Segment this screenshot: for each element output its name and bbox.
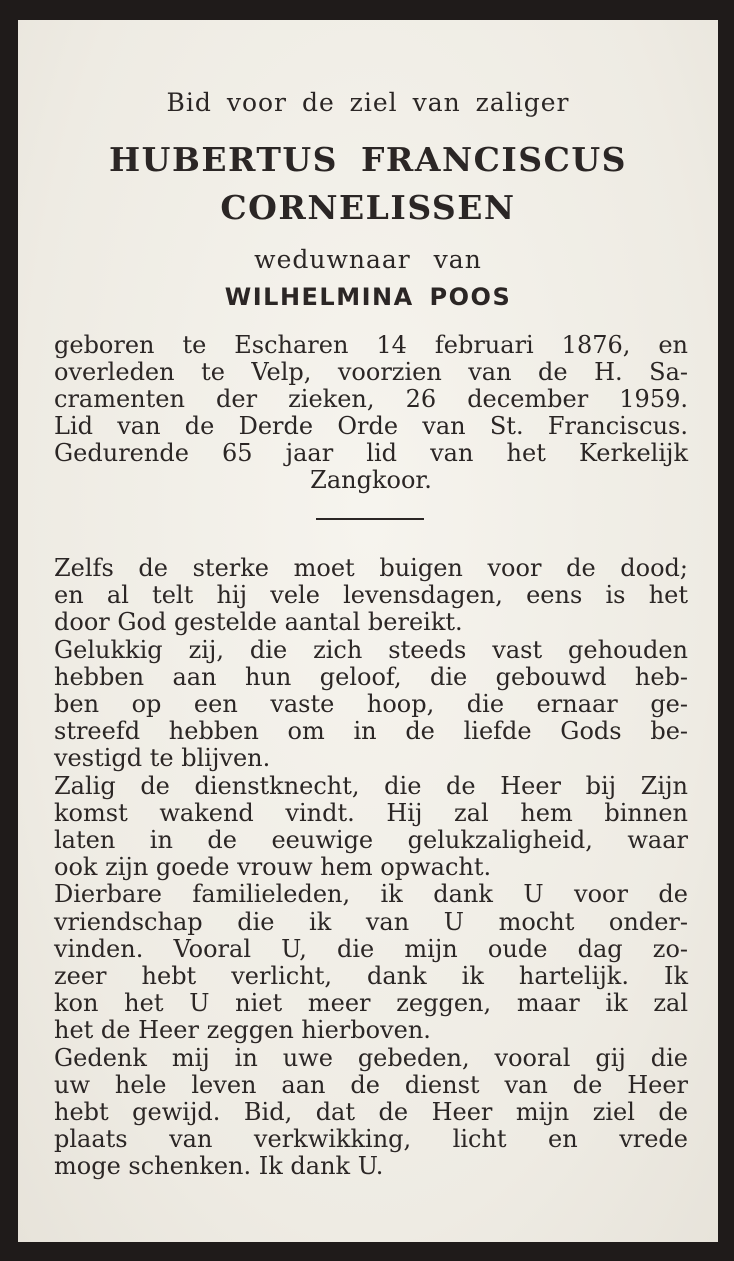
prayer-line: het de Heer zeggen hierboven.	[54, 1016, 431, 1045]
prayer-line: laten in de eeuwige gelukzaligheid, waar	[54, 826, 688, 855]
prayer-line: hebben aan hun geloof, die gebouwd heb-	[54, 662, 688, 691]
prayer-line: vriendschap die ik van U mocht onder-	[54, 907, 688, 936]
bio-line: Gedurende 65 jaar lid van het Kerkelijk	[54, 439, 688, 467]
prayer-line: plaats van verkwikking, licht en vrede	[54, 1125, 688, 1154]
relation-line: weduwnaar van	[254, 245, 482, 274]
intro-line: Bid voor de ziel van zaliger	[166, 88, 570, 117]
prayer-line: moge schenken. Ik dank U.	[54, 1152, 384, 1181]
bio-line: Zangkoor.	[310, 466, 432, 494]
prayer-line: streefd hebben om in de liefde Gods be-	[54, 717, 688, 746]
prayer-line: zeer hebt verlicht, dank ik hartelijk. Ik	[54, 962, 688, 991]
spouse-name: WILHELMINA POOS	[224, 283, 512, 311]
prayer-line: kon het U niet meer zeggen, maar ik zal	[54, 989, 688, 1018]
biography-block	[54, 332, 688, 494]
prayer-line: komst wakend vindt. Hij zal hem binnen	[54, 798, 688, 827]
prayer-line: ben op een vaste hoop, die ernaar ge-	[54, 690, 688, 719]
deceased-name-line-1: HUBERTUS FRANCISCUS	[108, 140, 628, 179]
prayer-line: uw hele leven aan de dienst van de Heer	[54, 1070, 688, 1099]
card-paper	[18, 20, 718, 1242]
prayer-line: vinden. Vooral U, die mijn oude dag zo-	[54, 934, 688, 963]
prayer-line: Zalig de dienstknecht, die de Heer bij Zijn	[54, 771, 688, 800]
prayer-line: vestigd te blijven.	[54, 744, 271, 773]
prayer-line: en al telt hij vele levensdagen, eens is het	[54, 581, 688, 610]
bio-line: overleden te Velp, voorzien van de H. Sa-	[54, 358, 688, 386]
deceased-name-line-2: CORNELISSEN	[220, 188, 516, 227]
prayer-line: ook zijn goede vrouw hem opwacht.	[54, 853, 492, 882]
prayer-text-block	[54, 555, 688, 1181]
bio-line: Lid van de Derde Orde van St. Franciscus.	[54, 412, 688, 440]
prayer-line: door God gestelde aantal bereikt.	[54, 608, 463, 637]
prayer-line: Zelfs de sterke moet buigen voor de dood;	[54, 554, 688, 582]
bio-line: cramenten der zieken, 26 december 1959.	[54, 385, 688, 413]
prayer-line: Gelukkig zij, die zich steeds vast gehouden	[54, 635, 688, 664]
prayer-line: hebt gewijd. Bid, dat de Heer mijn ziel de	[54, 1098, 688, 1127]
prayer-line: Gedenk mij in uwe gebeden, vooral gij die	[54, 1043, 688, 1072]
divider-rule	[316, 518, 424, 520]
bio-line: geboren te Escharen 14 februari 1876, en	[54, 331, 688, 359]
prayer-line: Dierbare familieleden, ik dank U voor de	[54, 880, 688, 909]
